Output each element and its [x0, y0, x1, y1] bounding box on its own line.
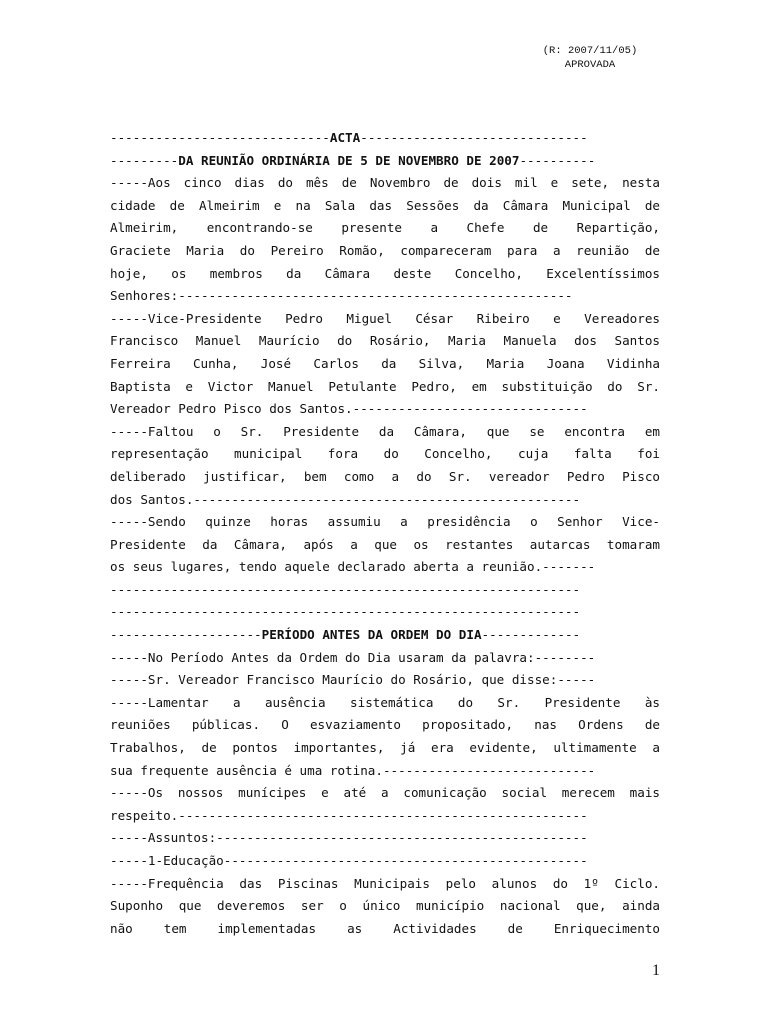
- text-line: Suponho que deveremos ser o único município nacional que, ainda: [110, 898, 660, 914]
- section-heading: PERÍODO ANTES DA ORDEM DO DIA: [261, 627, 482, 643]
- text-line: Baptista e Victor Manuel Petulante Pedro, em substituição do Sr.: [110, 378, 660, 394]
- document-title-line: -----------------------------ACTA------------------------------: [110, 130, 588, 145]
- text-line: -----Os nossos munícipes e até a comunicação social merecem mais: [110, 785, 660, 801]
- text-line: sua frequente ausência é uma rotina.----------------------------: [110, 762, 596, 778]
- text-line: não tem implementadas as Actividades de Enriquecimento: [110, 920, 660, 936]
- text-line: Almeirim, encontrando-se presente a Chefe de Repartição,: [110, 220, 660, 236]
- text-line: -----Assuntos:-------------------------------------------------: [110, 830, 588, 846]
- text-line: -----Sr. Vereador Francisco Maurício do Rosário, que disse:-----: [110, 672, 596, 688]
- text-line: respeito.------------------------------------------------------: [110, 807, 588, 823]
- text-line: -----Faltou o Sr. Presidente da Câmara, que se encontra em: [110, 423, 660, 439]
- text-line: --------------------------------------------------------------: [110, 581, 581, 597]
- text-line: -----Frequência das Piscinas Municipais pelo alunos do 1º Ciclo.: [110, 875, 660, 891]
- text-line: Senhores:----------------------------------------------------: [110, 288, 573, 304]
- text-line: Presidente da Câmara, após a que os restantes autarcas tomaram: [110, 536, 660, 552]
- text-line: Trabalhos, de pontos importantes, já era evidente, ultimamente a: [110, 740, 660, 756]
- section-heading-line: --------------------PERÍODO ANTES DA ORDEM DO DIA-------------: [110, 627, 581, 643]
- text-line: Vereador Pedro Pisco dos Santos.-------------------------------: [110, 401, 588, 417]
- text-line: deliberado justificar, bem como a do Sr. vereador Pedro Pisco: [110, 468, 660, 484]
- text-line: -----No Período Antes da Ordem do Dia usaram da palavra:--------: [110, 649, 596, 665]
- approval-stamp: [520, 44, 660, 72]
- approval-status: APROVADA: [564, 59, 616, 71]
- agenda-paragraphs: [110, 647, 660, 941]
- text-line: dos Santos.---------------------------------------------------: [110, 491, 581, 507]
- text-line: reuniões públicas. O esvaziamento propositado, nas Ordens de: [110, 717, 660, 733]
- text-line: Ferreira Cunha, José Carlos da Silva, Maria Joana Vidinha: [110, 355, 660, 371]
- document-subtitle-line: ---------DA REUNIÃO ORDINÁRIA DE 5 DE NOVEMBRO DE 2007----------: [110, 152, 596, 168]
- text-line: hoje, os membros da Câmara deste Concelho, Excelentíssimos: [110, 265, 660, 281]
- text-line: cidade de Almeirim e na Sala das Sessões da Câmara Municipal de: [110, 197, 660, 213]
- text-line: os seus lugares, tendo aquele declarado aberta a reunião.-------: [110, 559, 596, 575]
- text-line: -----Lamentar a ausência sistemática do Sr. Presidente às: [110, 694, 660, 710]
- page-number: 1: [652, 962, 660, 979]
- text-line: -----1-Educação------------------------------------------------: [110, 853, 588, 868]
- text-line: --------------------------------------------------------------: [110, 604, 581, 620]
- text-line: -----Vice-Presidente Pedro Miguel César Ribeiro e Vereadores: [110, 310, 660, 326]
- text-line: -----Aos cinco dias do mês de Novembro de dois mil e sete, nesta: [110, 175, 660, 191]
- text-line: -----Sendo quinze horas assumiu a presidência o Senhor Vice-: [110, 514, 660, 530]
- text-line: Graciete Maria do Pereiro Romão, compareceram para a reunião de: [110, 242, 660, 258]
- document-title: ACTA: [329, 130, 361, 145]
- text-line: Francisco Manuel Maurício do Rosário, Maria Manuela dos Santos: [110, 333, 660, 349]
- opening-paragraphs: [110, 172, 660, 624]
- minutes-body: [110, 127, 660, 940]
- text-line: representação municipal fora do Concelho, cuja falta foi: [110, 446, 660, 462]
- document-subtitle: DA REUNIÃO ORDINÁRIA DE 5 DE NOVEMBRO DE 2007: [178, 152, 520, 168]
- revision-reference: (R: 2007/11/05): [542, 45, 638, 57]
